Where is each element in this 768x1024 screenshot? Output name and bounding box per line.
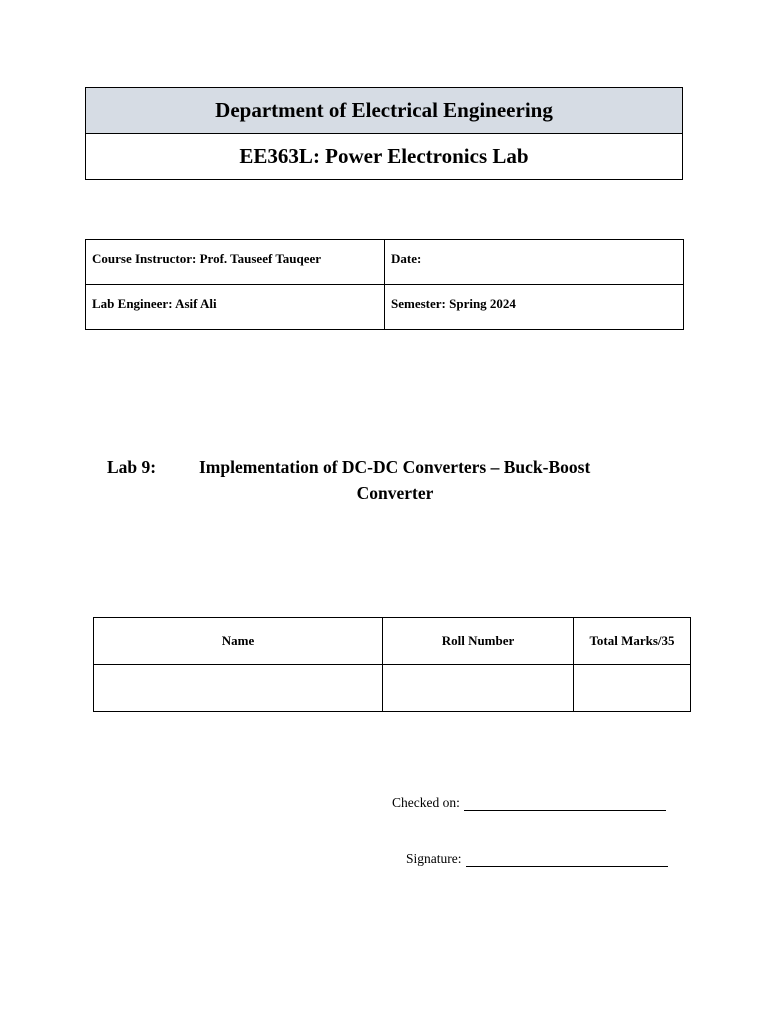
date-field: Date: xyxy=(385,240,684,285)
signature-blank[interactable] xyxy=(466,852,668,867)
course-instructor: Course Instructor: Prof. Tauseef Tauqeer xyxy=(86,240,385,285)
lab-title-line2: Converter xyxy=(356,483,434,503)
header-roll-number: Roll Number xyxy=(383,618,574,665)
lab-engineer: Lab Engineer: Asif Ali xyxy=(86,285,385,330)
course-title: EE363L: Power Electronics Lab xyxy=(86,134,683,180)
lab-number: Lab 9: xyxy=(107,457,157,477)
signature-label: Signature: xyxy=(406,851,462,866)
checked-on-blank[interactable] xyxy=(464,796,666,811)
lab-title-line1: Implementation of DC-DC Converters – Buck-Boost xyxy=(199,457,591,477)
department-title: Department of Electrical Engineering xyxy=(86,88,683,134)
student-marks-table xyxy=(93,617,691,712)
total-marks-cell[interactable] xyxy=(574,665,691,712)
checked-on-line xyxy=(392,795,666,811)
checked-on-label: Checked on: xyxy=(392,795,460,810)
semester: Semester: Spring 2024 xyxy=(385,285,684,330)
roll-number-cell[interactable] xyxy=(383,665,574,712)
signature-line xyxy=(406,851,668,867)
department-header-table xyxy=(85,87,683,180)
header-name: Name xyxy=(94,618,383,665)
header-total-marks: Total Marks/35 xyxy=(574,618,691,665)
lab-title xyxy=(100,454,690,506)
name-cell[interactable] xyxy=(94,665,383,712)
course-info-table xyxy=(85,239,684,330)
